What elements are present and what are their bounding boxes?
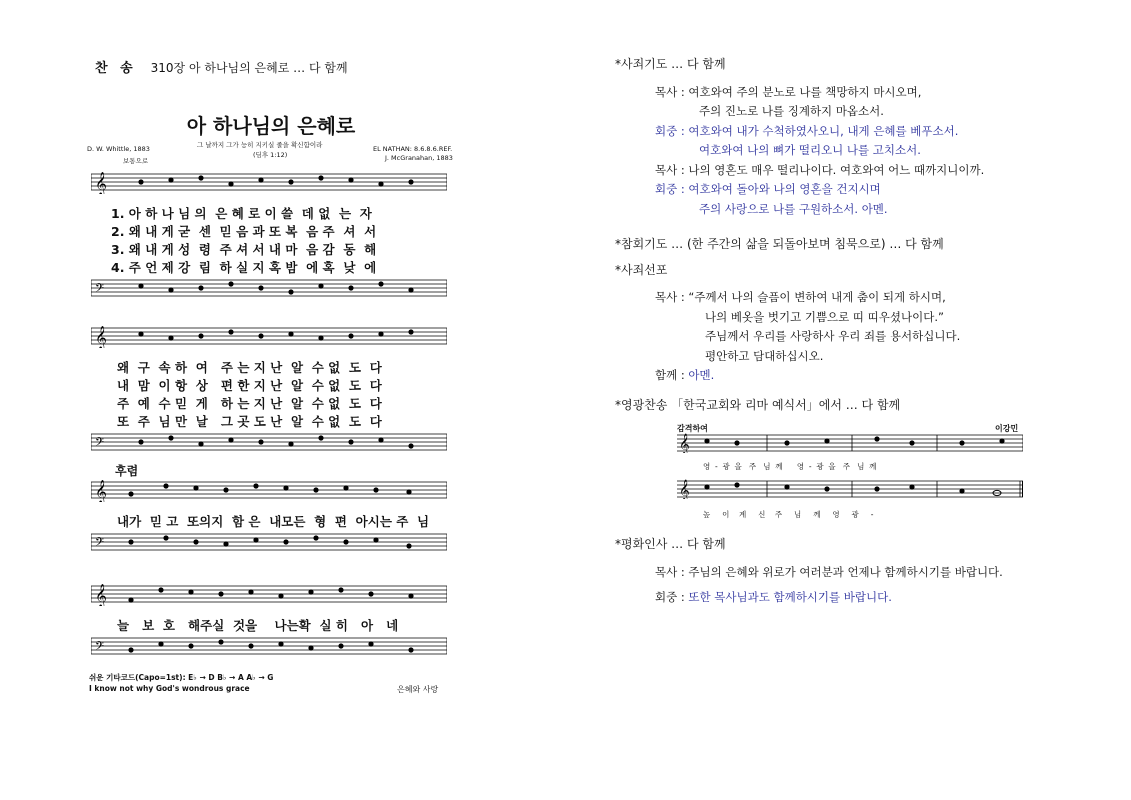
treble-staff [677,433,1023,460]
svg-text:𝄞: 𝄞 [679,480,690,499]
hymn-author-right-2: J. McGranahan, 1883 [385,154,453,162]
refrain-label: 후렴 [115,464,139,478]
liturgy-line: 목사 : 나의 영혼도 매우 떨리나이다. 여호와여 어느 때까지니이까. [655,162,985,177]
doxology-lyrics-2: 높 이 계 신 주 님 께 영 광 - [703,510,874,519]
svg-text:𝄢: 𝄢 [95,436,105,452]
hymn-sheet [85,98,457,695]
liturgy-line: 함께 : 아멘. [655,368,715,382]
verse-line-1: 왜 구 속 하 여 주 는 지 난 알 수 없 도 다 [117,360,382,375]
treble-staff [677,479,1023,506]
section-title: *평화인사 … 다 함께 [615,537,726,551]
section-title: *사죄선포 [615,262,668,277]
doxology-tempo: 감격하여 [677,424,708,433]
hymn-verse-ref: (딤후 1:12) [253,151,288,159]
hymn-subtitle: 그 날까지 그가 능히 지키실 줄을 확신함이라 [197,141,323,149]
liturgy-line: 목사 : “주께서 나의 슬픔이 변하여 내게 춤이 되게 하시며, [655,290,946,304]
liturgy-line: 회중 : 여호와여 돌아와 나의 영혼을 건지시며 [655,182,881,196]
liturgy-line: 목사 : 주님의 은혜와 위로가 여러분과 언제나 함께하시기를 바랍니다. [655,564,1003,579]
verse-line-2: 내 맘 이 항 상 편 한 지 난 알 수 없 도 다 [117,378,382,393]
verse-line-2: 2. 왜 내 게 굳 센 믿 음 과 또 복 음 주 셔 서 [111,224,377,239]
svg-text:𝄞: 𝄞 [679,434,690,453]
english-title: I know not why God's wondrous grace [89,684,250,693]
svg-text:𝄢: 𝄢 [95,640,105,656]
hymn-category: 은혜와 사랑 [397,685,439,694]
bass-staff [91,636,447,656]
liturgy-column [615,55,1055,608]
liturgy-line: 목사 : 여호와여 주의 분노로 나를 책망하지 마시오며, [655,84,922,99]
svg-text:𝄞: 𝄞 [95,480,107,502]
liturgy-line: 회중 : 여호와여 내가 수척하였사오니, 내게 은혜를 베푸소서. [655,123,959,138]
treble-staff [91,326,447,346]
section-title: *참회기도 … (한 주간의 삶을 되돌아보며 침묵으로) … 다 함께 [615,237,944,251]
verse-line-3: 주 예 수 믿 게 하 는 지 난 알 수 없 도 다 [117,396,382,411]
liturgy-line: 주의 사랑으로 나를 구원하소서. 아멘. [699,201,888,216]
verse-line-1: 1. 아 하 나 님 의 은 혜 로 이 쓸 데 없 는 자 [111,206,372,221]
section-title: *사죄기도 … 다 함께 [615,57,726,71]
hymn-title: 아 하나님의 은혜로 [186,114,356,138]
doxology-composer: 이강민 [995,424,1019,433]
liturgy-line: 회중 : 또한 목사님과도 함께하시기를 바랍니다. [655,590,892,604]
liturgy-line: 여호와여 나의 뼈가 떨리오니 나를 고치소서. [699,143,921,157]
liturgy-line: 주님께서 우리를 사랑하사 우리 죄를 용서하십니다. [705,329,961,343]
liturgy-line: 주의 진노로 나를 징계하지 마옵소서. [699,104,884,118]
svg-text:𝄞: 𝄞 [95,326,107,348]
refrain-lyrics-2: 늘 보 호 해주실 것을 나는확 실 히 아 네 [117,618,399,633]
hymn-header-text: 310장 아 하나님의 은혜로 … 다 함께 [150,61,348,75]
hymn-header [95,57,348,76]
hymn-tempo: 보통으로 [123,157,149,165]
verse-line-4: 4. 주 언 제 강 림 하 실 지 혹 밤 에 혹 낮 에 [111,260,377,275]
svg-text:𝄢: 𝄢 [95,536,105,552]
bass-staff [91,432,447,452]
doxology-score [615,415,1055,535]
bass-staff [91,278,447,298]
hymn-label: 찬 송 [95,61,137,76]
treble-staff [91,172,447,192]
chord-note: 쉬운 기타코드(Capo=1st): E♭ → D B♭ → A A♭ → G [89,673,274,682]
bass-staff [91,532,447,552]
verse-line-4: 또 주 님 만 날 그 곳 도 난 알 수 없 도 다 [117,414,382,429]
svg-text:𝄞: 𝄞 [95,584,107,606]
hymn-author-right-1: EL NATHAN: 8.6.8.6.REF. [373,145,453,153]
section-title: *영광찬송 「한국교회와 리마 예식서」에서 … 다 함께 [615,397,901,412]
treble-staff [91,480,447,500]
svg-text:𝄞: 𝄞 [95,172,107,194]
doxology-lyrics-1: 영 - 광 을 주 님 께 영 - 광 을 주 님 께 [703,462,877,471]
refrain-lyrics-1: 내가 믿 고 또의지 함 은 내모든 형 편 아시는 주 님 [117,514,430,529]
treble-staff [91,584,447,604]
hymn-author-left: D. W. Whittle, 1883 [87,145,150,153]
liturgy-line: 나의 베옷을 벗기고 기쁨으로 띠 띠우셨나이다.” [705,309,944,324]
liturgy-line: 평안하고 담대하십시오. [705,348,824,363]
verse-line-3: 3. 왜 내 게 성 령 주 셔 서 내 마 음 감 동 해 [111,242,377,257]
svg-text:𝄢: 𝄢 [95,282,105,298]
